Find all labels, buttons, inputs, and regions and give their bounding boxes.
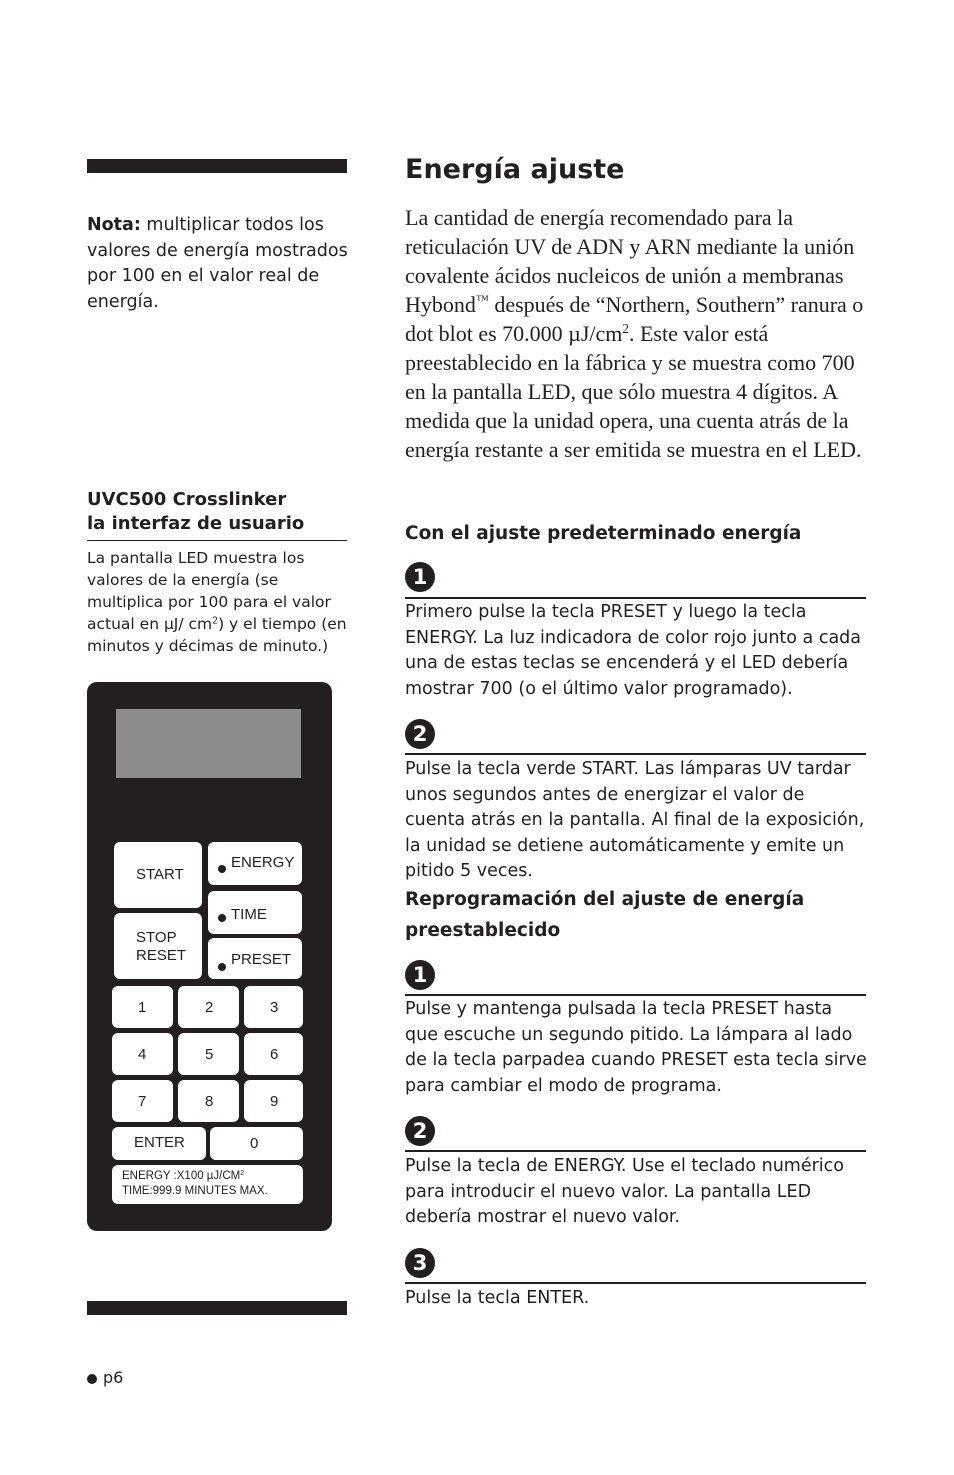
step-divider [405, 1150, 866, 1152]
time-key-label: TIME [231, 906, 267, 923]
number-key-5 [178, 1033, 239, 1075]
energy-indicator-light [218, 865, 226, 873]
step-number-badge: 3 [405, 1248, 435, 1278]
step-divider [405, 1282, 866, 1284]
step-instructions: Pulse la tecla ENTER. [405, 1288, 590, 1308]
time-key [208, 891, 302, 934]
legend-energy-line [122, 1169, 303, 1184]
legend-energy-sup: 2 [240, 1169, 245, 1177]
number-key-6-label: 6 [270, 1046, 279, 1063]
number-key-2 [178, 986, 239, 1028]
number-key-0 [210, 1127, 303, 1160]
number-key-2-label: 2 [205, 999, 214, 1016]
number-key-5-label: 5 [205, 1046, 214, 1063]
number-key-3-label: 3 [270, 999, 279, 1016]
sidebar-top-rule [87, 159, 347, 173]
step-divider [405, 994, 866, 996]
step-instructions: Pulse y mantenga pulsada la tecla PRESET hasta que escuche un segundo pitido. La lámpara al lado de la tecla parpadea cuando PRESET esta tecla sirve para cambiar el modo de programa. [405, 999, 867, 1096]
enter-key-label: ENTER [134, 1134, 185, 1151]
number-key-8 [178, 1080, 239, 1122]
step-instructions: Primero pulse la tecla PRESET y luego la tecla ENERGY. La luz indicadora de color rojo junto a cada una de estas teclas se encenderá y el LED debería mostrar 700 (o el último valor programado). [405, 602, 862, 699]
step-divider [405, 597, 866, 599]
sidebar-heading-line1: UVC500 Crosslinker [87, 489, 287, 510]
energy-key-label: ENERGY [231, 854, 295, 871]
number-key-3 [244, 986, 303, 1028]
number-key-8-label: 8 [205, 1093, 214, 1110]
number-key-4 [112, 1033, 173, 1075]
intro-part2: después de “Northern, Southern” ranura o dot blot es 70.000 µJ/cm [405, 292, 864, 346]
note-text: multiplicar todos los valores de energía mostrados por 100 en el valor real de energía. [87, 215, 348, 312]
sidebar-description [87, 547, 352, 657]
sidebar-desc-part1: La pantalla LED muestra los valores de la energía (se multiplica por 100 para el valor actual en µJ/ cm [87, 549, 331, 633]
led-display [116, 709, 301, 778]
preset-key-label: PRESET [231, 951, 292, 968]
number-key-1-label: 1 [138, 999, 147, 1016]
step-number-badge: 2 [405, 1116, 435, 1146]
number-key-7-label: 7 [138, 1093, 147, 1110]
step-number-badge: 2 [405, 719, 435, 749]
sidebar-desc-sup: 2 [212, 615, 219, 627]
step-divider [405, 753, 866, 755]
section-heading-default: Con el ajuste predeterminado energía [405, 523, 802, 544]
sidebar-heading-line2: la interfaz de usuario [87, 513, 305, 534]
start-key [114, 842, 202, 908]
legend-time-line: TIME:999.9 MINUTES MAX. [122, 1185, 268, 1197]
panel-legend [112, 1165, 303, 1204]
enter-key [112, 1127, 206, 1160]
note-label: Nota: [87, 215, 141, 235]
sidebar-desc-part2: ) y el tiempo (en minutos y décimas de minuto.) [87, 615, 347, 655]
sidebar-bottom-rule [87, 1301, 347, 1315]
page-footer [87, 1367, 123, 1389]
page-number: p6 [103, 1368, 124, 1387]
number-key-9 [244, 1080, 303, 1122]
intro-trademark: ™ [475, 292, 489, 308]
time-indicator-light [218, 914, 226, 922]
intro-part3: . Este valor está preestablecido en la fábrica y se muestra como 700 en la pantalla LED, que sólo muestra 4 dígitos. A medida que la unidad opera, una cuenta atrás de la energía restante a ser emitida se muestra en el LED. [405, 321, 862, 462]
step-number-badge: 1 [405, 562, 435, 592]
preset-key [208, 938, 302, 979]
number-key-9-label: 9 [270, 1093, 279, 1110]
page-title: Energía ajuste [405, 154, 625, 185]
preset-indicator-light [218, 963, 226, 971]
intro-sup: 2 [622, 321, 629, 337]
section-heading-reprogram: Reprogramación del ajuste de energía preestablecido [405, 889, 805, 941]
step-instructions: Pulse la tecla verde START. Las lámparas UV tardar unos segundos antes de energizar el valor de cuenta atrás en la pantalla. Al final de la exposición, la unidad se detiene automáticamente y emite un pitido 5 veces. [405, 759, 865, 881]
intro-part1: La cantidad de energía recomendado para la reticulación UV de ADN y ARN mediante la unión covalente ácidos nucleicos de unión a membranas Hybond [405, 205, 855, 317]
control-panel-illustration [87, 682, 332, 1231]
stop-key-label: STOP [136, 929, 177, 946]
bullet-icon [87, 1374, 97, 1384]
stop-reset-key [114, 913, 202, 979]
step-number-badge: 1 [405, 960, 435, 990]
legend-energy-text: ENERGY :X100 µJ/CM [122, 1170, 241, 1182]
sidebar-note [87, 213, 349, 315]
number-key-7 [112, 1080, 173, 1122]
number-key-6 [244, 1033, 303, 1075]
sidebar-heading [87, 488, 347, 541]
reset-key-label: RESET [136, 947, 187, 964]
number-key-1 [112, 986, 173, 1028]
number-key-0-label: 0 [250, 1135, 259, 1152]
number-key-4-label: 4 [138, 1046, 147, 1063]
step-instructions: Pulse la tecla de ENERGY. Use el teclado numérico para introducir el nuevo valor. La pantalla LED debería mostrar el nuevo valor. [405, 1156, 844, 1227]
energy-key [208, 842, 302, 885]
intro-paragraph [405, 203, 865, 464]
start-key-label: START [136, 866, 184, 883]
